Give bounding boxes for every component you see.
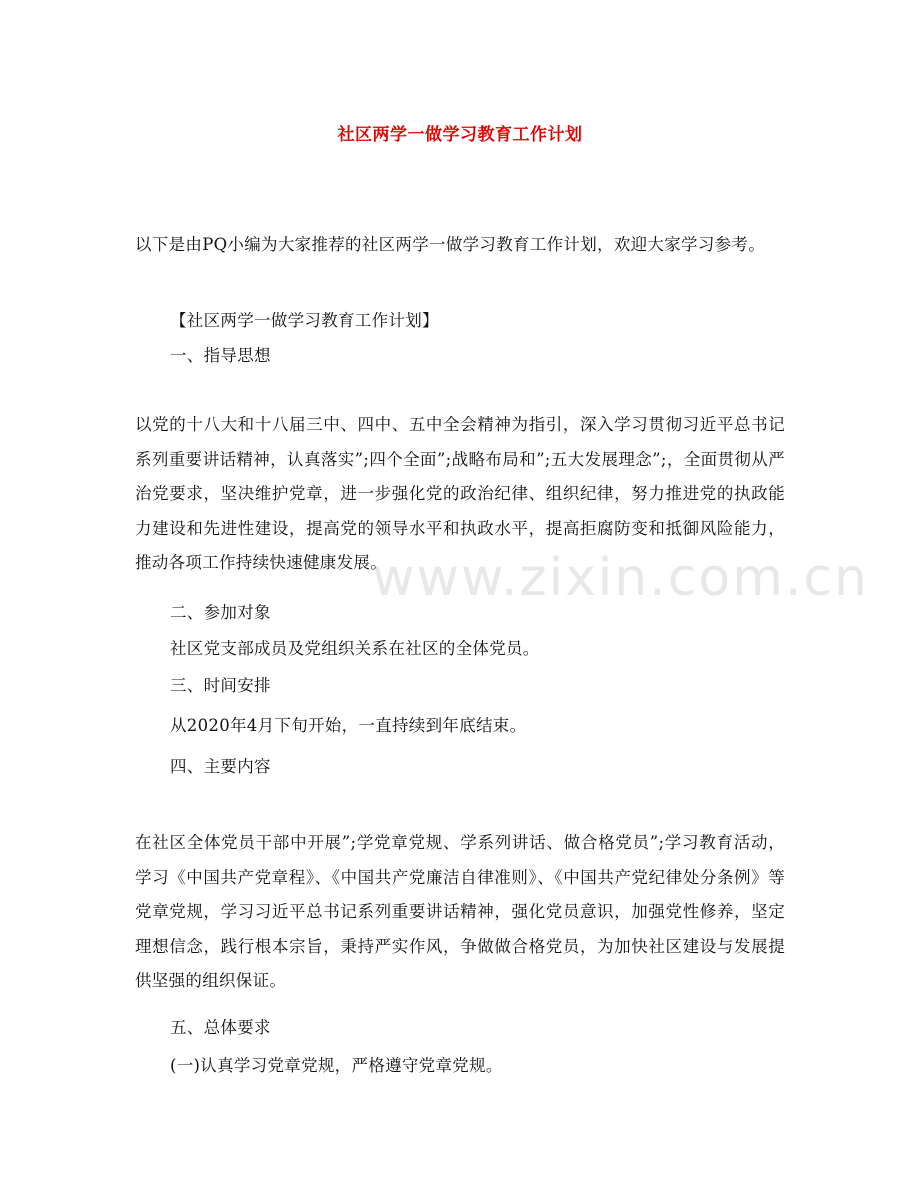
section-heading-guiding-ideology: 一、指导思想 — [170, 346, 271, 365]
bracket-heading: 【社区两学一做学习教育工作计划】 — [170, 311, 439, 330]
section-body-participants: 社区党支部成员及党组织关系在社区的全体党员。 — [170, 639, 540, 658]
page-title: 社区两学一做学习教育工作计划 — [337, 125, 583, 145]
section-body-guiding-ideology: 以党的十八大和十八届三中、四中、五中全会精神为指引，深入学习贯彻习近平总书记系列重要讲话精神，认真落实”;四个全面”;战略布局和”;五大发展理念”;，全面贯彻从严治党要求，坚决维护党章，进一步强化党的政治纪律、组织纪律，努力推进党的执政能力建设和先进性建设，提高党的领导水平和执政水平，提高拒腐防变和抵御风险能力，推动各项工作持续快速健康发展。 — [135, 415, 785, 572]
section-heading-participants: 二、参加对象 — [170, 603, 271, 622]
section-heading-general-requirements: 五、总体要求 — [170, 1018, 271, 1037]
intro-paragraph: 以下是由PQ小编为大家推荐的社区两学一做学习教育工作计划，欢迎大家学习参考。 — [135, 235, 766, 254]
watermark: www.zixin.com.cn — [372, 548, 869, 608]
section-body-main-content: 在社区全体党员干部中开展”;学党章党规、学系列讲话、做合格党员”;学习教育活动，学习《中国共产党章程》、《中国共产党廉洁自律准则》、《中国共产党纪律处分条例》等党章党规，学习习近平总书记系列重要讲话精神，强化党员意识，加强党性修养，坚定理想信念，践行根本宗旨，秉持严实作风，争做做合格党员，为加快社区建设与发展提供坚强的组织保证。 — [135, 833, 785, 990]
section-body-schedule: 从2020年4月下旬开始，一直持续到年底结束。 — [170, 716, 527, 735]
section-heading-main-content: 四、主要内容 — [170, 757, 271, 776]
section-heading-schedule: 三、时间安排 — [170, 676, 271, 695]
requirement-item-1: (一)认真学习党章党规，严格遵守党章党规。 — [170, 1056, 503, 1075]
